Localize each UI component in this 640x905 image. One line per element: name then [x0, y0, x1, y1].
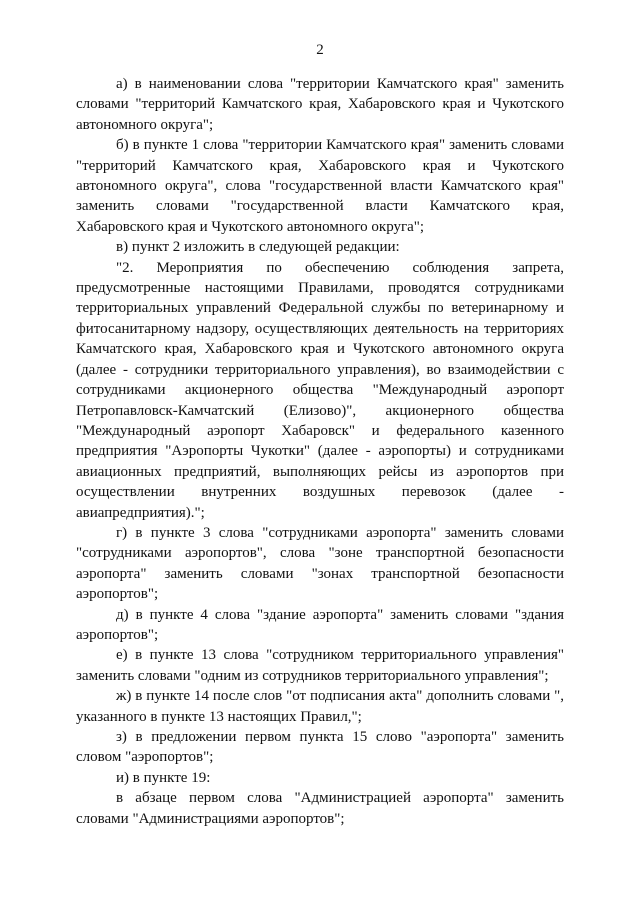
paragraph-e: е) в пункте 13 слова "сотрудником территориального управления" заменить словами "одним из сотрудников территориального управления";: [76, 647, 564, 684]
paragraph-i-sub: в абзаце первом слова "Администрацией аэропорта" заменить словами "Администрациями аэропортов";: [76, 790, 564, 827]
paragraph-g: г) в пункте 3 слова "сотрудниками аэропорта" заменить словами "сотрудниками аэропортов", слова "зоне транспортной безопасности аэропорта" заменить словами "зонах транспортной безопасности аэропортов";: [76, 524, 564, 603]
paragraph-zh: ж) в пункте 14 после слов "от подписания акта" дополнить словами ", указанного в пункте 13 настоящих Правил,";: [76, 688, 564, 725]
document-body: [76, 74, 564, 829]
paragraph-a: а) в наименовании слова "территории Камчатского края" заменить словами "территорий Камчатского края, Хабаровского края и Чукотского автономного округа";: [76, 76, 564, 133]
paragraph-d: д) в пункте 4 слова "здание аэропорта" заменить словами "здания аэропортов";: [76, 606, 564, 643]
paragraph-i: и) в пункте 19:: [116, 769, 211, 786]
paragraph-v: в) пункт 2 изложить в следующей редакции:: [116, 239, 400, 256]
page-number: 2: [316, 42, 324, 58]
paragraph-b: б) в пункте 1 слова "территории Камчатского края" заменить словами "территорий Камчатского края, Хабаровского края и Чукотского автономного округа", слова "государственной власти Камчатского края" заменить словами "государственной власти Камчатского края, Хабаровского края и Чукотского автономного округа";: [76, 137, 564, 235]
paragraph-z: з) в предложении первом пункта 15 слово "аэропорта" заменить словом "аэропортов";: [76, 729, 564, 766]
paragraph-item-2-text: "2. Мероприятия по обеспечению соблюдения запрета, предусмотренные настоящими Правилами, проводятся сотрудниками территориальных управлений Федеральной службы по ветеринарному и фитосанитарному надзору, осуществляющих деятельность на территориях Камчатского края, Хабаровского края и Чукотского автономного округа (далее - сотрудники территориального управления), во взаимодействии с сотрудниками акционерного общества "Международный аэропорт Петропавловск-Камчатский (Елизово)", акционерного общества "Международный аэропорт Хабаровск" и федерального казенного предприятия "Аэропорты Чукотки" (далее - аэропорты) и сотрудниками авиационных предприятий, выполняющих рейсы из аэропортов при осуществлении внутренних воздушных перевозок (далее - авиапредприятия).";: [76, 259, 564, 521]
